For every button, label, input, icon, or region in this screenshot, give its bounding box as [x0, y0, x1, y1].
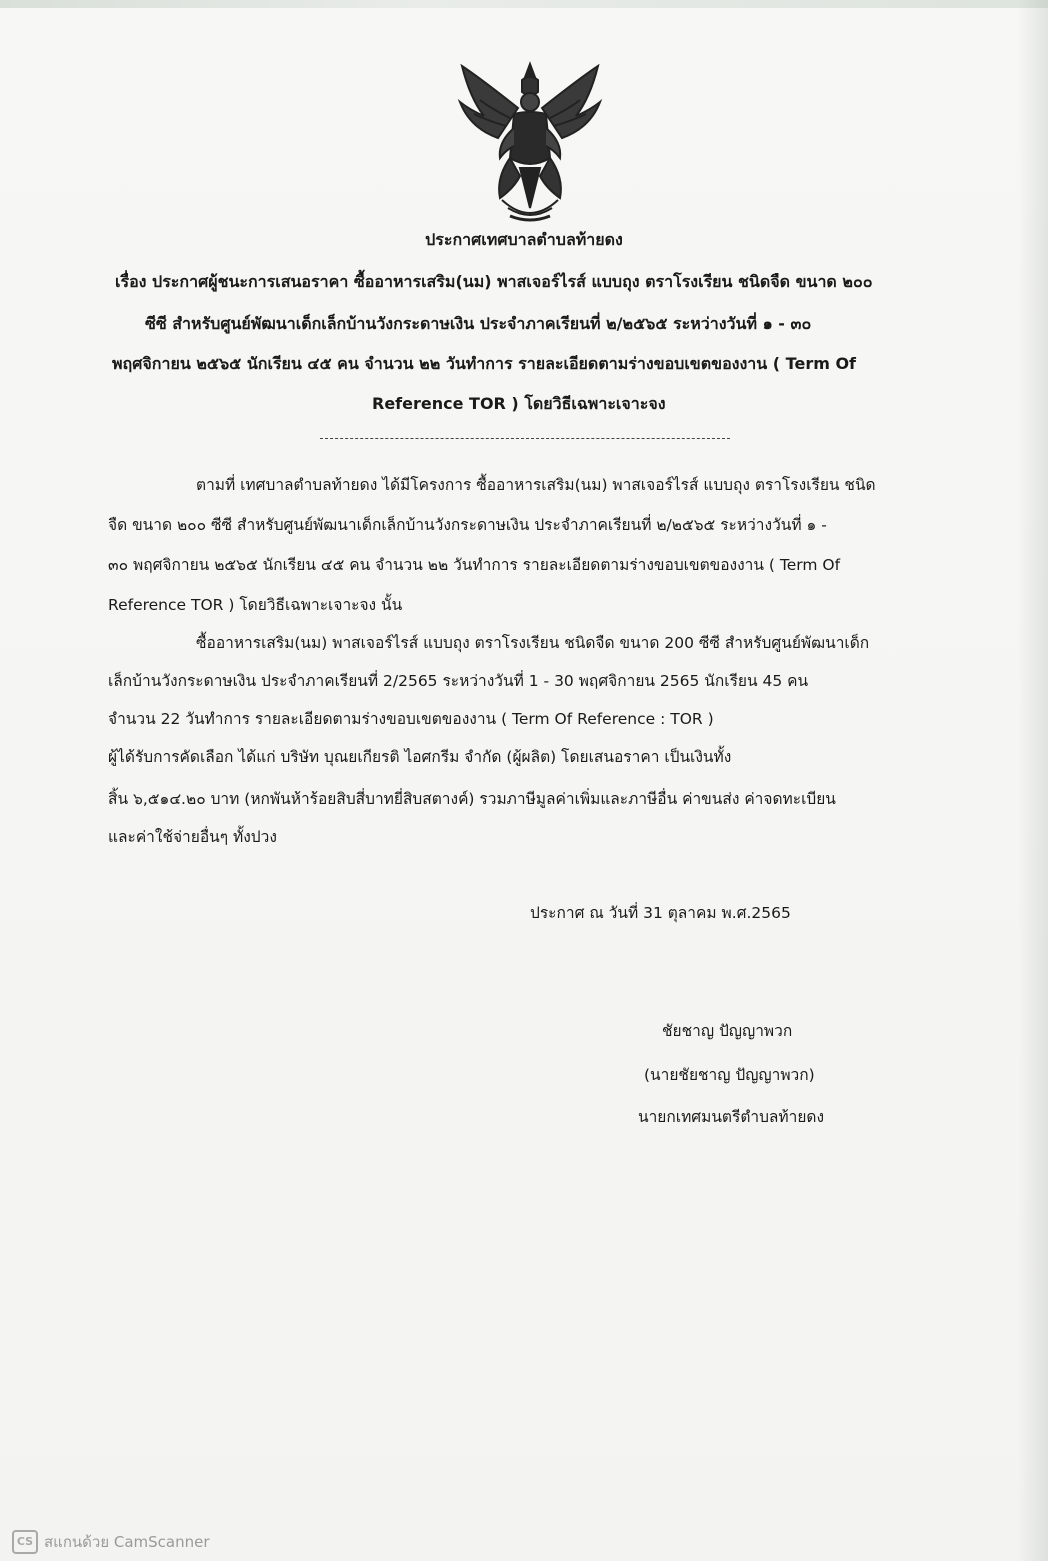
- scan-top-edge: [0, 0, 1048, 8]
- paragraph2-line-6: และค่าใช้จ่ายอื่นๆ ทั้งปวง: [108, 828, 277, 846]
- paragraph2-line-1: ซื้ออาหารเสริม(นม) พาสเจอร์ไรส์ แบบถุง ตราโรงเรียน ชนิดจืด ขนาด 200 ซีซี สำหรับศูนย์พัฒนาเด็ก: [196, 634, 870, 652]
- subject-line-1: เรื่อง ประกาศผู้ชนะการเสนอราคา ซื้ออาหารเสริม(นม) พาสเจอร์ไรส์ แบบถุง ตราโรงเรียน ชนิดจืด ขนาด ๒๐๐: [115, 272, 873, 291]
- paragraph1-line-4: Reference TOR ) โดยวิธีเฉพาะเจาะจง นั้น: [108, 596, 403, 614]
- garuda-emblem-icon: [440, 58, 620, 228]
- paragraph2-line-3: จำนวน 22 วันทำการ รายละเอียดตามร่างขอบเขตของงาน ( Term Of Reference : TOR ): [108, 710, 714, 728]
- document-title: ประกาศเทศบาลตำบลท้ายดง: [425, 230, 623, 249]
- paragraph2-line-2: เล็กบ้านวังกระดาษเงิน ประจำภาคเรียนที่ 2/2565 ระหว่างวันที่ 1 - 30 พฤศจิกายน 2565 นักเรียน 45 คน: [108, 672, 809, 690]
- subject-line-4: Reference TOR ) โดยวิธีเฉพาะเจาะจง: [372, 394, 666, 413]
- announce-date: ประกาศ ณ วันที่ 31 ตุลาคม พ.ศ.2565: [530, 904, 791, 922]
- subject-line-3: พฤศจิกายน ๒๕๖๕ นักเรียน ๔๕ คน จำนวน ๒๒ วันทำการ รายละเอียดตามร่างขอบเขตของงาน ( Term Of: [112, 354, 857, 373]
- paragraph1-line-1: ตามที่ เทศบาลตำบลท้ายดง ได้มีโครงการ ซื้ออาหารเสริม(นม) พาสเจอร์ไรส์ แบบถุง ตราโรงเรียน ชนิด: [196, 476, 876, 494]
- camscanner-label: สแกนด้วย CamScanner: [44, 1533, 210, 1551]
- subject-line-2: ซีซี สำหรับศูนย์พัฒนาเด็กเล็กบ้านวังกระดาษเงิน ประจำภาคเรียนที่ ๒/๒๕๖๕ ระหว่างวันที่ ๑ - ๓๐: [145, 314, 812, 333]
- paragraph2-line-4: ผู้ได้รับการคัดเลือก ได้แก่ บริษัท บุณยเกียรติ ไอศกรีม จำกัด (ผู้ผลิต) โดยเสนอราคา เป็นเงินทั้ง: [108, 748, 732, 766]
- signatory-printed-name: (นายชัยชาญ ปัญญาพวก): [644, 1066, 815, 1084]
- signatory-position: นายกเทศมนตรีตำบลท้ายดง: [638, 1108, 825, 1126]
- section-divider: [320, 438, 730, 439]
- camscanner-logo-icon: CS: [12, 1530, 38, 1554]
- paragraph1-line-2: จืด ขนาด ๒๐๐ ซีซี สำหรับศูนย์พัฒนาเด็กเล็กบ้านวังกระดาษเงิน ประจำภาคเรียนที่ ๒/๒๕๖๕ ระหว่างวันที่ ๑ -: [108, 516, 827, 534]
- camscanner-footer: [12, 1530, 210, 1554]
- signature-name: ชัยชาญ ปัญญาพวก: [662, 1022, 793, 1040]
- paragraph2-line-5: สิ้น ๖,๕๑๔.๒๐ บาท (หกพันห้าร้อยสิบสี่บาทยี่สิบสตางค์) รวมภาษีมูลค่าเพิ่มและภาษีอื่น ค่าขนส่ง ค่าจดทะเบียน: [108, 790, 836, 808]
- paragraph1-line-3: ๓๐ พฤศจิกายน ๒๕๖๕ นักเรียน ๔๕ คน จำนวน ๒๒ วันทำการ รายละเอียดตามร่างขอบเขตของงาน ( Term Of: [108, 556, 841, 574]
